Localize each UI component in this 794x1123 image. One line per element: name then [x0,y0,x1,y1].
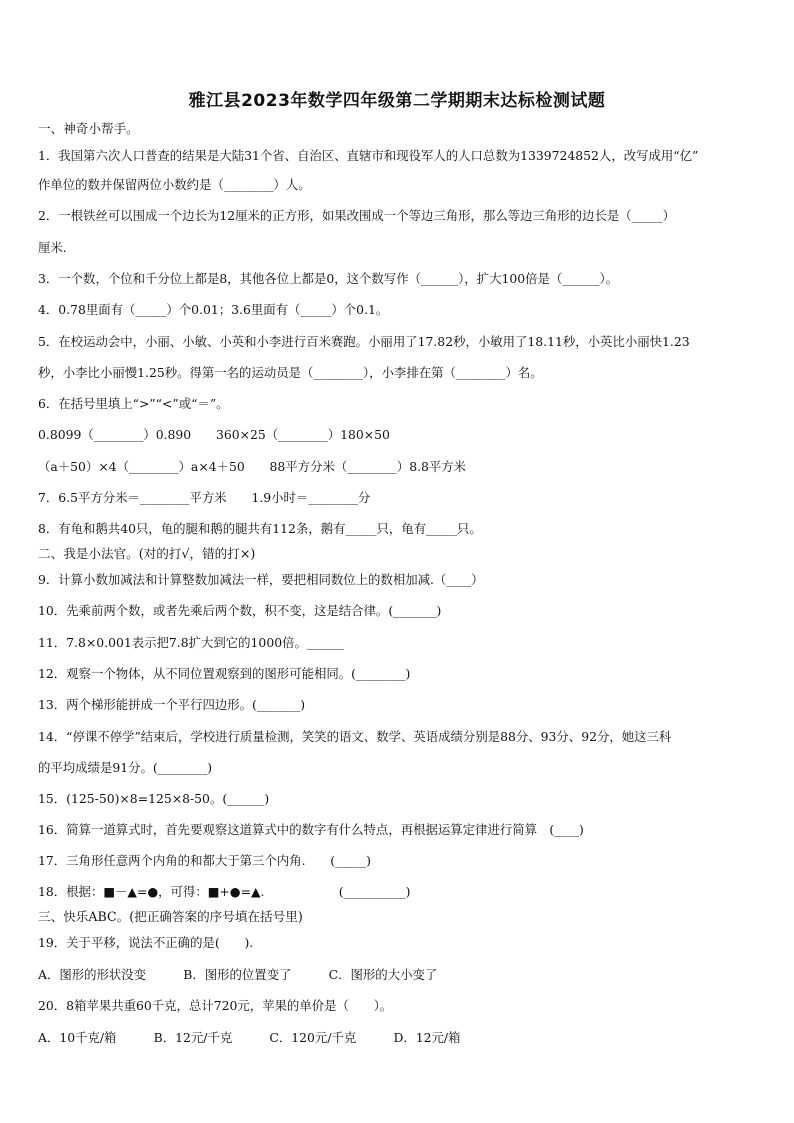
question-6-row-2: （a＋50）×4（________）a×4＋50 88平方分米（________）8.8平方米 [38,459,467,474]
question-17: 17．三角形任意两个内角的和都大于第三个内角. (_____) [38,853,371,868]
question-13: 13．两个梯形能拼成一个平行四边形。(_______) [38,697,306,712]
page-title: 雅江县2023年数学四年级第二学期期末达标检测试题 [188,91,606,111]
question-14-line-1: 14．“停课不停学”结束后，学校进行质量检测，笑笑的语文、数学、英语成绩分别是88分、93分、92分，她这三科 [38,729,672,744]
question-8: 8．有龟和鹅共40只，龟的腿和鹅的腿共有112条，鹅有_____只，龟有_____只。 [38,521,482,536]
section-heading-2: 二、我是小法官。(对的打√，错的打×) [38,546,256,561]
question-16: 16．简算一道算式时，首先要观察这道算式中的数字有什么特点，再根据运算定律进行简算 (____) [38,822,584,837]
question-5-line-2: 秒，小李比小丽慢1.25秒。得第一名的运动员是（________），小李排在第（________）名。 [38,365,543,380]
question-5-line-1: 5．在校运动会中，小丽、小敏、小英和小李进行百米赛跑。小丽用了17.82秒，小敏用了18.11秒，小英比小丽快1.23 [38,334,690,349]
question-9: 9．计算小数加减法和计算整数加减法一样，要把相同数位上的数相加减.（____） [38,572,484,587]
question-6-row-1: 0.8099（________）0.890 360×25（________）180×50 [38,427,390,442]
question-11: 11．7.8×0.001表示把7.8扩大到它的1000倍。______ [38,635,345,650]
question-19: 19．关于平移，说法不正确的是( ). [38,935,254,950]
question-10: 10．先乘前两个数，或者先乘后两个数，积不变，这是结合律。(_______) [38,603,442,618]
question-4: 4．0.78里面有（_____）个0.01；3.6里面有（_____）个0.1。 [38,302,389,317]
question-15: 15．(125-50)×8=125×8-50。(______) [38,791,270,806]
question-1-line-2: 作单位的数并保留两位小数约是（________）人。 [38,177,311,192]
question-2-line-2: 厘米. [38,240,67,255]
question-7: 7．6.5平方分米＝________平方米 1.9小时＝________分 [38,490,371,505]
question-14-line-2: 的平均成绩是91分。(________) [38,760,213,775]
section-heading-3: 三、快乐ABC。(把正确答案的序号填在括号里) [38,909,303,924]
question-12: 12．观察一个物体，从不同位置观察到的图形可能相同。(________) [38,666,411,681]
question-20-options: A．10千克/箱 B．12元/千克 C．120元/千克 D．12元/箱 [38,1030,461,1045]
section-heading-1: 一、神奇小帮手。 [38,121,139,136]
question-6: 6．在括号里填上“>”“<”或“＝”。 [38,396,229,411]
question-20: 20．8箱苹果共重60千克，总计720元，苹果的单价是（ ）。 [38,998,393,1013]
question-3: 3．一个数，个位和千分位上都是8，其他各位上都是0，这个数写作（______），扩大100倍是（______）。 [38,271,619,286]
question-18: 18．根据：■－▲=●，可得：■+●=▲. (__________) [38,884,411,899]
question-19-options: A．图形的形状没变 B．图形的位置变了 C．图形的大小变了 [38,967,438,982]
question-1-line-1: 1．我国第六次人口普查的结果是大陆31个省、自治区、直辖市和现役军人的人口总数为1339724852人，改写成用“亿” [38,148,699,163]
question-2-line-1: 2．一根铁丝可以围成一个边长为12厘米的正方形，如果改围成一个等边三角形，那么等边三角形的边长是（_____） [38,208,675,223]
